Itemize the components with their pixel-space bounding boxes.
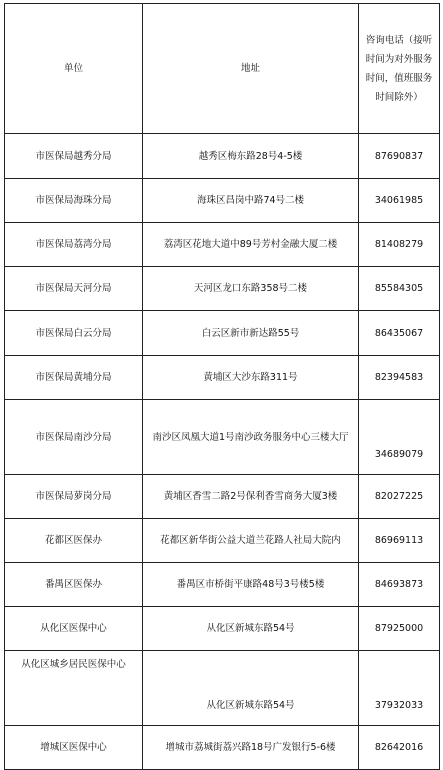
phone-cell: 87925000 [359, 607, 440, 651]
unit-cell: 花都区医保办 [5, 519, 143, 563]
phone-cell: 87690837 [359, 134, 440, 179]
table-row [5, 179, 440, 223]
address-cell: 花都区新华街公益大道兰花路人社局大院内 [143, 519, 359, 563]
phone-cell: 81408279 [359, 223, 440, 267]
table-row [5, 563, 440, 607]
table-row [5, 311, 440, 356]
unit-cell: 市医保局南沙分局 [5, 400, 143, 475]
header-row [5, 4, 440, 134]
address-cell: 番禺区市桥街平康路48号3号楼5楼 [143, 563, 359, 607]
table-row [5, 356, 440, 400]
address-cell: 黄埔区香雪二路2号保利香雪商务大厦3楼 [143, 475, 359, 519]
address-cell: 白云区新市新达路55号 [143, 311, 359, 356]
unit-cell: 市医保局黄埔分局 [5, 356, 143, 400]
table-row [5, 223, 440, 267]
address-cell: 荔湾区花地大道中89号芳村金融大厦二楼 [143, 223, 359, 267]
table-row [5, 134, 440, 179]
phone-cell: 34689079 [359, 400, 440, 475]
phone-cell: 85584305 [359, 267, 440, 311]
table-row [5, 651, 440, 726]
address-cell: 南沙区凤凰大道1号南沙政务服务中心三楼大厅 [143, 400, 359, 475]
unit-cell: 增城区医保中心 [5, 726, 143, 770]
phone-cell: 82642016 [359, 726, 440, 770]
phone-cell: 82394583 [359, 356, 440, 400]
table-row [5, 726, 440, 770]
header-address: 地址 [143, 4, 359, 134]
address-cell: 海珠区昌岗中路74号二楼 [143, 179, 359, 223]
unit-cell: 市医保局天河分局 [5, 267, 143, 311]
unit-cell: 番禺区医保办 [5, 563, 143, 607]
unit-cell: 市医保局荔湾分局 [5, 223, 143, 267]
phone-cell: 86969113 [359, 519, 440, 563]
address-cell: 增城市荔城街荔兴路18号广发银行5-6楼 [143, 726, 359, 770]
contact-table [4, 3, 440, 770]
table-row [5, 267, 440, 311]
phone-cell: 86435067 [359, 311, 440, 356]
table-row [5, 475, 440, 519]
unit-cell: 市医保局海珠分局 [5, 179, 143, 223]
unit-cell: 从化区城乡居民医保中心 [5, 651, 143, 726]
address-cell: 黄埔区大沙东路311号 [143, 356, 359, 400]
unit-cell: 市医保局萝岗分局 [5, 475, 143, 519]
table-row [5, 519, 440, 563]
unit-cell: 市医保局白云分局 [5, 311, 143, 356]
phone-cell: 84693873 [359, 563, 440, 607]
address-cell: 越秀区梅东路28号4-5楼 [143, 134, 359, 179]
phone-cell: 37932033 [359, 651, 440, 726]
header-phone: 咨询电话（接听时间为对外服务时间，值班服务时间除外） [359, 4, 440, 134]
table-row [5, 400, 440, 475]
phone-cell: 82027225 [359, 475, 440, 519]
address-cell: 从化区新城东路54号 [143, 607, 359, 651]
phone-cell: 34061985 [359, 179, 440, 223]
address-cell: 从化区新城东路54号 [143, 651, 359, 726]
unit-cell: 从化区医保中心 [5, 607, 143, 651]
header-unit: 单位 [5, 4, 143, 134]
address-cell: 天河区龙口东路358号二楼 [143, 267, 359, 311]
unit-cell: 市医保局越秀分局 [5, 134, 143, 179]
table-row [5, 607, 440, 651]
